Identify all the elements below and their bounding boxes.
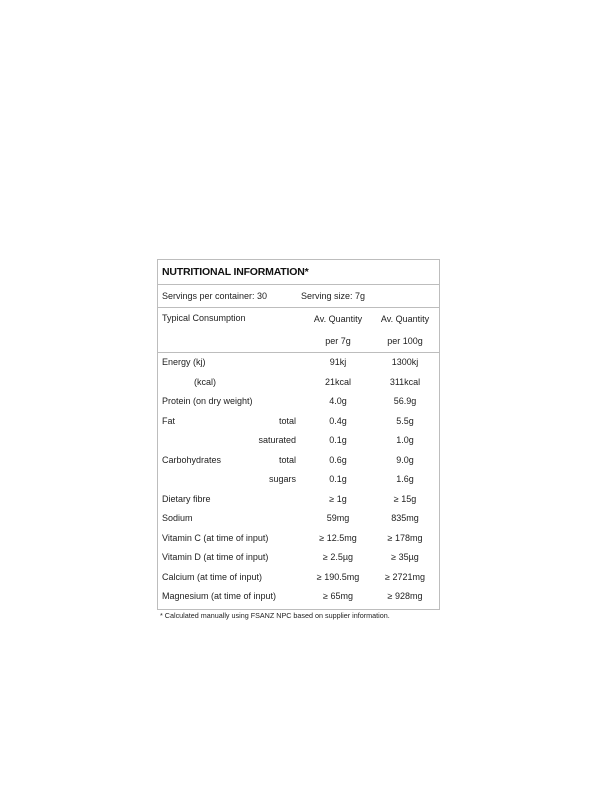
nutrition-panel: [157, 259, 440, 610]
per-serving-value: 0.6g: [329, 454, 347, 465]
column-per-serving-line2: per 7g: [325, 336, 351, 346]
typical-consumption-label: Typical Consumption: [162, 313, 246, 323]
nutrient-name: Carbohydrates: [162, 454, 222, 465]
table-row: [158, 431, 439, 451]
footnote: * Calculated manually using FSANZ NPC based on supplier information.: [160, 611, 390, 620]
nutrient-name: Dietary fibre: [162, 493, 211, 504]
nutrient-name: Energy (kj): [162, 357, 206, 367]
per-100g-value: ≥ 35µg: [391, 552, 419, 562]
per-100g-value: ≥ 15g: [393, 493, 417, 504]
per-100g-value: 1.0g: [396, 435, 414, 445]
per-serving-value: ≥ 2.5µg: [322, 552, 354, 562]
nutrient-name: Vitamin C (at time of input): [162, 532, 269, 543]
table-row: [158, 373, 439, 393]
per-100g-value: ≥ 178mg: [387, 532, 423, 543]
per-serving-value: 91kj: [329, 357, 347, 367]
per-serving-value: 0.4g: [329, 415, 347, 426]
per-100g-value: ≥ 928mg: [387, 591, 423, 601]
table-row: [158, 353, 439, 373]
servings-per-container: Servings per container: 30: [162, 291, 268, 301]
nutrient-rows: [158, 353, 439, 609]
nutrient-name: Magnesium (at time of input): [162, 591, 277, 601]
per-serving-value: 21kcal: [324, 376, 351, 387]
nutrient-sub-label: saturated: [258, 435, 296, 445]
per-100g-value: 1.6g: [396, 474, 414, 484]
nutrient-name: Protein (on dry weight): [162, 396, 253, 406]
column-per-100g-line2: per 100g: [387, 336, 423, 346]
nutrient-sub-label: total: [278, 454, 296, 465]
per-serving-value: 59mg: [326, 513, 350, 523]
table-row: [158, 470, 439, 490]
per-100g-value: 1300kj: [391, 357, 419, 367]
per-serving-value: 0.1g: [329, 474, 347, 484]
serving-size: Serving size: 7g: [301, 291, 366, 301]
nutrient-name: Calcium (at time of input): [162, 571, 263, 582]
per-serving-value: ≥ 65mg: [323, 591, 353, 601]
column-per-100g-line1: Av. Quantity: [380, 314, 430, 324]
per-serving-value: 4.0g: [329, 396, 347, 406]
per-serving-value: ≥ 12.5mg: [319, 532, 357, 543]
per-100g-value: 56.9g: [393, 396, 417, 406]
column-per-serving-line1: Av. Quantity: [313, 314, 363, 324]
per-100g-value: 311kcal: [389, 376, 421, 387]
table-row: [158, 412, 439, 432]
servings-row: [158, 285, 439, 308]
per-100g-value: 835mg: [391, 513, 419, 523]
column-per-serving-header: [304, 308, 372, 352]
table-row: [158, 392, 439, 412]
table-row: [158, 490, 439, 510]
column-per-100g-header: [371, 308, 439, 352]
table-row: [158, 451, 439, 471]
per-100g-value: ≥ 2721mg: [385, 571, 425, 582]
nutrient-unit-label: (kcal): [194, 376, 216, 387]
nutrient-name: Fat: [162, 415, 176, 426]
nutrient-sub-label: total: [278, 415, 296, 426]
table-row: [158, 587, 439, 607]
per-serving-value: ≥ 1g: [329, 493, 347, 504]
per-100g-value: 5.5g: [396, 415, 414, 426]
table-row: [158, 548, 439, 568]
table-header: [158, 308, 439, 353]
per-serving-value: ≥ 190.5mg: [316, 571, 360, 582]
table-row: [158, 529, 439, 549]
table-row: [158, 568, 439, 588]
nutrient-name: Sodium: [162, 513, 193, 523]
nutrient-name: Vitamin D (at time of input): [162, 552, 269, 562]
per-serving-value: 0.1g: [329, 435, 347, 445]
panel-title: NUTRITIONAL INFORMATION*: [158, 260, 439, 285]
table-row: [158, 509, 439, 529]
per-100g-value: 9.0g: [396, 454, 414, 465]
nutrient-sub-label: sugars: [268, 474, 296, 484]
